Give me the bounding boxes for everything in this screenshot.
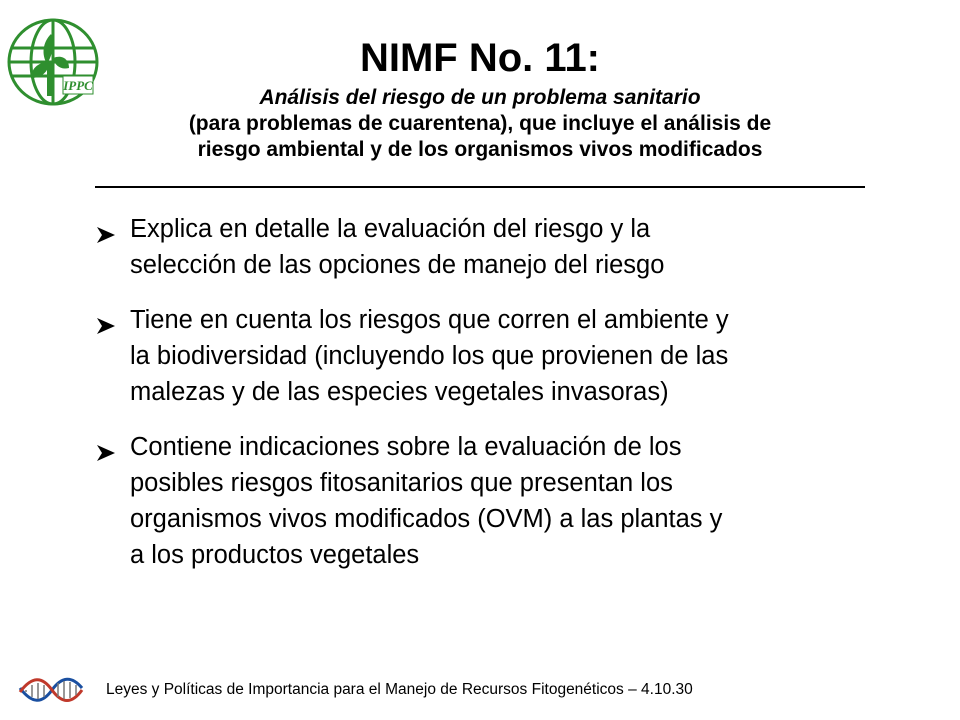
subtitle-line: Análisis del riesgo de un problema sanitario <box>259 86 701 109</box>
arrowhead-bullet-icon <box>95 443 117 463</box>
bullet-line: Tiene en cuenta los riesgos que corren el ambiente y <box>130 306 729 334</box>
subtitle-line: (para problemas de cuarentena), que incluye el análisis de <box>188 112 772 135</box>
ippc-logo-text: IPPC <box>63 78 93 93</box>
subtitle-line: riesgo ambiental y de los organismos vivos modificados <box>197 138 763 161</box>
slide-subtitle <box>95 85 865 163</box>
slide-footer: Leyes y Políticas de Importancia para el Manejo de Recursos Fitogenéticos – 4.10.30 <box>106 681 693 698</box>
slide-title: NIMF No. 11: <box>359 36 601 80</box>
dna-helix-decoration <box>18 668 84 710</box>
title-divider <box>95 186 865 188</box>
dna-helix-icon <box>18 668 84 710</box>
bullet-line: posibles riesgos fitosanitarios que presentan los <box>130 469 673 497</box>
ippc-logo <box>3 12 103 112</box>
arrowhead-bullet-icon <box>95 225 117 245</box>
bullet-line: Explica en detalle la evaluación del riesgo y la <box>130 215 651 243</box>
arrowhead-bullet-icon <box>95 316 117 336</box>
bullet-line: a los productos vegetales <box>130 541 420 569</box>
bullet-text <box>130 211 902 283</box>
bullet-line: selección de las opciones de manejo del riesgo <box>130 251 665 279</box>
bullet-item <box>92 211 902 283</box>
bullet-line: malezas y de las especies vegetales invasoras) <box>130 378 669 406</box>
ippc-globe-logo-icon <box>3 12 103 112</box>
bullet-line: Contiene indicaciones sobre la evaluación de los <box>130 433 682 461</box>
bullet-list <box>92 211 902 592</box>
bullet-item <box>92 429 902 573</box>
bullet-text <box>130 302 902 410</box>
bullet-line: la biodiversidad (incluyendo los que provienen de las <box>130 342 729 370</box>
bullet-line: organismos vivos modificados (OVM) a las plantas y <box>130 505 723 533</box>
bullet-item <box>92 302 902 410</box>
bullet-text <box>130 429 902 573</box>
